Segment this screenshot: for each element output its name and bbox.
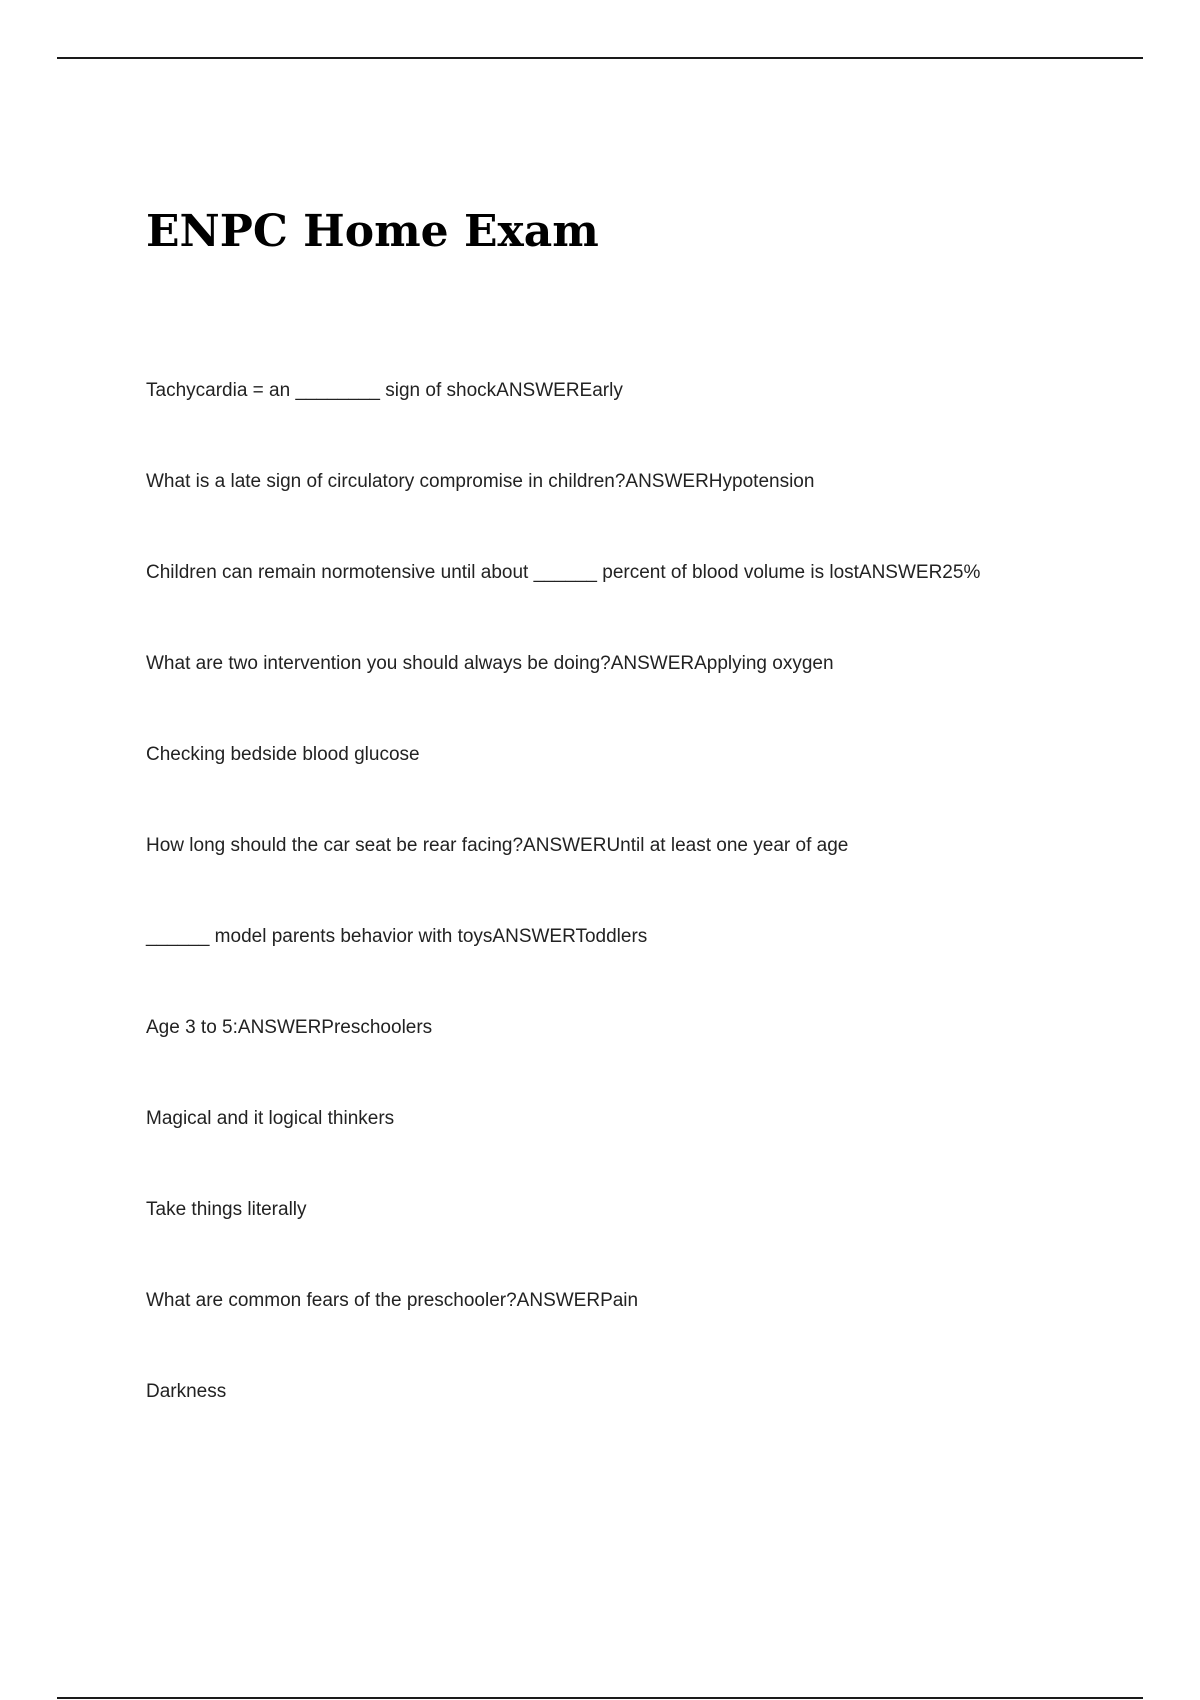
qa-line: Magical and it logical thinkers xyxy=(146,1108,395,1129)
qa-line: Checking bedside blood glucose xyxy=(146,744,420,765)
footer-rule xyxy=(57,1697,1143,1699)
qa-line: What is a late sign of circulatory compromise in children?ANSWERHypotension xyxy=(146,471,815,492)
qa-line: ______ model parents behavior with toysANSWERToddlers xyxy=(146,926,648,947)
qa-line: Darkness xyxy=(146,1381,227,1402)
qa-line: Children can remain normotensive until about ______ percent of blood volume is lostANSWER25% xyxy=(146,562,981,583)
header-rule xyxy=(57,57,1143,59)
document-title: ENPC Home Exam xyxy=(146,206,599,257)
qa-line: Tachycardia = an ________ sign of shockANSWEREarly xyxy=(146,380,623,401)
qa-line: What are two intervention you should always be doing?ANSWERApplying oxygen xyxy=(146,653,834,674)
qa-line: How long should the car seat be rear facing?ANSWERUntil at least one year of age xyxy=(146,835,849,856)
qa-line: What are common fears of the preschooler?ANSWERPain xyxy=(146,1290,639,1311)
qa-line: Take things literally xyxy=(146,1199,307,1220)
qa-line: Age 3 to 5:ANSWERPreschoolers xyxy=(146,1017,433,1038)
